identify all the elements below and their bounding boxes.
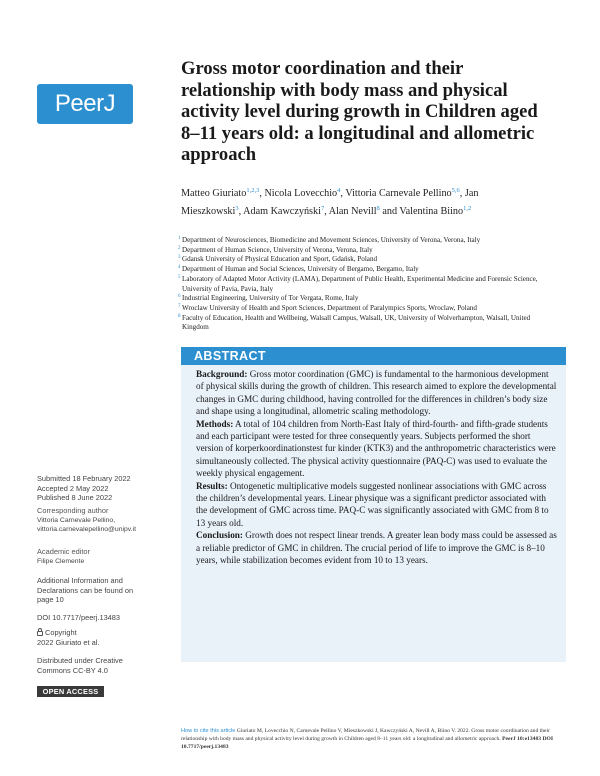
author-affiliation-marker: 5,6 — [451, 187, 460, 194]
affiliation-number: 1 — [178, 236, 181, 241]
license-text[interactable]: Distributed under Creative Commons CC-BY 4.0 — [37, 656, 123, 675]
abstract-section — [196, 480, 558, 530]
corresponding-author-label: Corresponding author — [37, 506, 109, 515]
affiliation-text: Industrial Engineering, University of Tor Vergata, Rome, Italy — [182, 294, 359, 303]
affiliation-number: 2 — [178, 245, 181, 251]
author-affiliation-marker: 3 — [235, 204, 239, 212]
affiliations-list — [178, 236, 548, 333]
submitted-date: Submitted 18 February 2022 — [37, 474, 131, 483]
corresponding-author-block — [37, 506, 177, 535]
affiliation-number: 3 — [178, 255, 181, 261]
abstract-section — [196, 529, 558, 566]
author-separator: , — [238, 205, 244, 217]
citation-body: Giuriato M, Lovecchio N, Carnevale Pellino V, Mieszkowski J, Kawczyński A, Nevill A, Biino V. 2022. Gross motor coordination and their relationship with body mass and physical activity level during growth in Children aged 8–11 years old: a longitudinal and allometric approach. — [181, 728, 550, 742]
abstract-section-text: Gross motor coordination (GMC) is fundamental to the harmonious development of physical skills during the growth of children. This research aimed to explore the developmental changes in GMC during childhood, having controlled for the differences in children’s body size and shape using a longitudinal, allometric scaling methodology. — [196, 369, 557, 417]
author-separator: , — [459, 188, 465, 199]
published-date: Published 8 June 2022 — [37, 493, 113, 503]
abstract-section-label: Methods: — [196, 418, 234, 429]
author-affiliation-marker: 7 — [320, 204, 325, 212]
copyright-value: 2022 Giuriato et al. — [37, 637, 100, 647]
affiliation-text: Gdansk University of Physical Education and Sport, Gdańsk, Poland — [182, 255, 378, 264]
doi-link[interactable]: 10.7717/peerj.13483 — [52, 613, 121, 622]
citation-block — [181, 727, 571, 751]
author-affiliation-marker: 8 — [376, 204, 380, 212]
doi-label: DOI — [37, 613, 51, 622]
affiliation-item — [178, 246, 548, 256]
author-separator: and — [379, 205, 400, 217]
academic-editor-block — [37, 547, 177, 566]
author-name[interactable]: Adam Kawczyński — [243, 205, 321, 217]
article-title: Gross motor coordination and their relationship with body mass and physical activity level during growth in Children aged 8–11 years old: a longitudinal and allometric approach — [181, 58, 538, 166]
corresponding-author-name: Vittoria Carnevale Pellino, — [37, 516, 116, 524]
author-list — [181, 184, 541, 219]
affiliation-number: 8 — [178, 313, 181, 319]
academic-editor-label: Academic editor — [37, 547, 90, 556]
citation-journal: PeerJ 10:e13483 — [502, 736, 543, 742]
abstract-section-text: Ontogenetic multiplicative models suggested nonlinear associations with GMC across the children’s developmental years. Linear physique was a significant predictor associated with the development of GMC across time. PAQ-C was significantly associated with GMC from 8 to 13 years old. — [196, 480, 549, 528]
affiliation-item — [178, 236, 548, 246]
open-access-badge: OPEN ACCESS — [37, 686, 104, 697]
author-affiliation-marker: 1,2,3 — [246, 187, 260, 194]
affiliation-item — [178, 294, 548, 304]
affiliation-number: 4 — [178, 265, 181, 271]
abstract-section-text: A total of 104 children from North-East Italy of third-fourth- and fifth-grade students and each participant were tested for three consequently years. Subjects performed the short version of korperkoordinationstest fur kinder (KTK3) and the anthropometric characteristics were simultaneously collected. The physical activity questionnaire (PAQ-C) was used to evaluate the weekly physical engagement. — [196, 418, 556, 479]
author-name[interactable]: Matteo Giuriato — [181, 188, 247, 199]
abstract-section-text: Growth does not respect linear trends. A greater lean body mass could be assessed as a reliable predictor of GMC in children. The crucial period of life to improve the GMC is 8–10 years, while stabilization becomes evident from 10 to 13 years. — [196, 530, 557, 566]
abstract-section — [196, 368, 558, 418]
affiliation-number: 6 — [178, 294, 181, 300]
copyright-block — [37, 628, 177, 647]
author-affiliation-marker: 1,2 — [463, 204, 472, 212]
abstract-body — [196, 368, 558, 567]
author-affiliation-marker: 4 — [337, 187, 341, 194]
doi-block — [37, 613, 177, 623]
affiliation-item — [178, 265, 548, 275]
affiliation-text: Laboratory of Adapted Motor Activity (LAMA), Department of Public Health, Experimental Medicine and Forensic Science, University of Pavia, Pavia, Italy — [182, 274, 538, 293]
author-name[interactable]: Nicola Lovecchio — [264, 188, 338, 199]
peerj-logo: PeerJ — [37, 84, 133, 124]
affiliation-text: Department of Neurosciences, Biomedicine and Movement Sciences, University of Verona, Verona, Italy — [182, 236, 481, 244]
author-name[interactable]: Alan Nevill — [328, 205, 377, 217]
affiliation-text: Wroclaw University of Health and Sport Sciences, Department of Paralympics Sports, Wroclaw, Poland — [182, 303, 477, 312]
affiliation-number: 7 — [178, 303, 181, 309]
affiliation-item — [178, 255, 548, 265]
author-name[interactable]: Valentina Biino — [399, 205, 464, 217]
affiliation-number: 5 — [178, 274, 181, 280]
affiliation-text: Department of Human Science, University of Verona, Verona, Italy — [182, 245, 373, 254]
citation-doi[interactable]: DOI 10.7717/peerj.13483 — [181, 736, 554, 750]
affiliation-item — [178, 275, 548, 294]
affiliation-item — [178, 304, 548, 314]
affiliation-item — [178, 314, 548, 333]
author-separator: , — [340, 188, 346, 199]
abstract-section — [196, 418, 558, 480]
affiliation-text: Department of Human and Social Sciences, University of Bergamo, Bergamo, Italy — [182, 265, 419, 274]
academic-editor-name: Filipe Clemente — [37, 557, 85, 565]
author-name[interactable]: Vittoria Carnevale Pellino — [345, 188, 452, 199]
abstract-heading: ABSTRACT — [181, 347, 566, 365]
abstract-section-label: Background: — [196, 369, 248, 379]
author-name[interactable]: Jan Mieszkowski — [181, 188, 479, 217]
copyright-label: Copyright — [45, 628, 77, 637]
author-separator: , — [324, 205, 329, 217]
author-separator: , — [259, 188, 265, 199]
corresponding-author-email[interactable]: vittoria.carnevalepellino@unipv.it — [37, 526, 136, 534]
abstract-section-label: Conclusion: — [196, 530, 243, 541]
copyright-icon — [37, 631, 43, 636]
dates-block — [37, 474, 177, 503]
citation-lead: How to cite this article — [181, 728, 236, 734]
affiliation-text: Faculty of Education, Health and Wellbeing, Walsall Campus, Walsall, UK, University of Wolverhampton, Walsall, United Kingdom — [182, 313, 531, 332]
abstract-section-label: Results: — [196, 480, 228, 491]
accepted-date: Accepted 2 May 2022 — [37, 483, 109, 493]
additional-info[interactable]: Additional Information and Declarations can be found on page 10 — [37, 576, 134, 605]
